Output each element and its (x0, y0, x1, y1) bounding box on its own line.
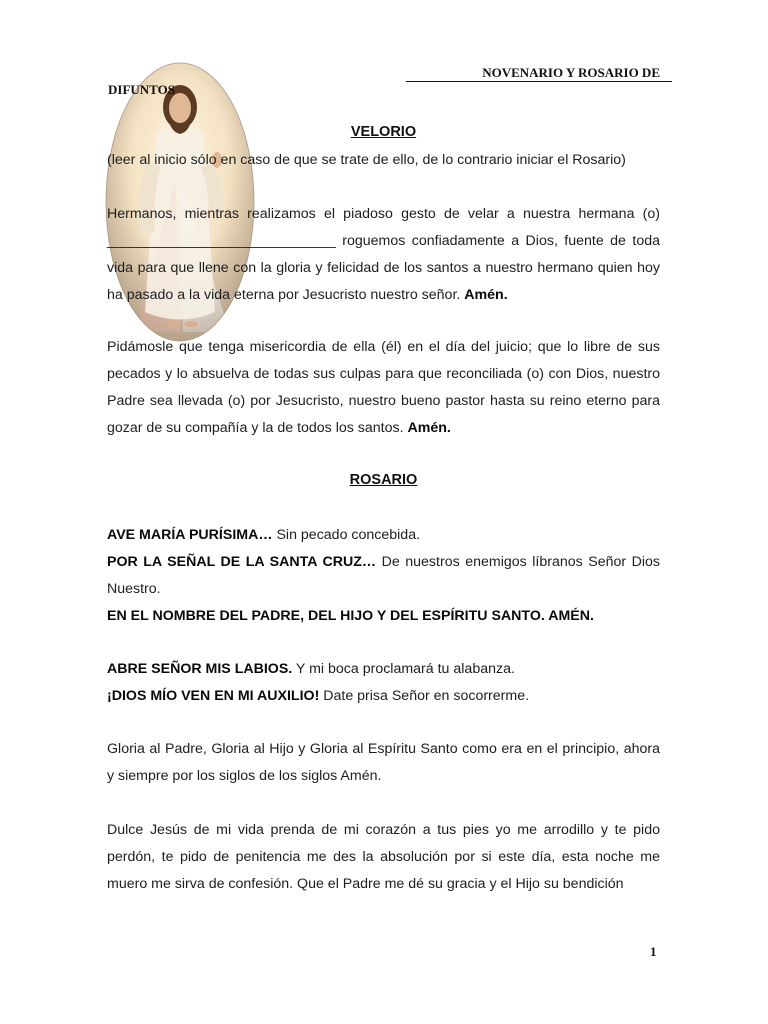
prayer-line-2-bold: POR LA SEÑAL DE LA SANTA CRUZ… (107, 554, 377, 570)
velorio-paragraph-1 (107, 201, 660, 309)
velorio-p1-text: Hermanos, mientras realizamos el piadoso gesto de velar a nuestra hermana (o) _____________________________ roguemos confiadamente a Dios, fuente de toda vida para que llene con la gloria y felicidad de los santos a nuestro hermano quien hoy ha pasado a la vida eterna por Jesucristo nuestro señor. (107, 206, 660, 303)
velorio-paragraph-2 (107, 334, 660, 442)
rosario-heading: ROSARIO (349, 472, 418, 488)
rosario-opening-prayers (107, 522, 660, 630)
dulce-jesus-paragraph (107, 817, 660, 898)
prayer-line-4-bold: ABRE SEÑOR MIS LABIOS. (107, 661, 293, 677)
velorio-heading: VELORIO (350, 124, 417, 140)
document-title-continued: DIFUNTOS (108, 82, 175, 97)
prayer-line-4 (107, 656, 660, 683)
gloria-paragraph (107, 736, 660, 790)
velorio-p2-text: Pidámosle que tenga misericordia de ella (él) en el día del juicio; que lo libre de sus pecados y lo absuelva de todas sus culpas para que reconciliada (o) con Dios, nuestro Padre sea llevada (o) por Jesucristo, nuestro bueno pastor hasta su reino eterno para gozar de su compañía y la de todos los santos. (107, 339, 660, 436)
velorio-p2-amen: Amén. (407, 420, 451, 436)
prayer-line-1-text: Sin pecado concebida. (272, 527, 421, 543)
prayer-line-1 (107, 522, 660, 549)
page-number: 1 (650, 944, 657, 959)
velorio-note (107, 147, 660, 174)
gloria-text: Gloria al Padre, Gloria al Hijo y Gloria al Espíritu Santo como era en el principio, ahora y siempre por los siglos de los siglos Amén. (107, 741, 660, 784)
velorio-note-text: (leer al inicio sólo en caso de que se trate de ello, de lo contrario iniciar el Rosario) (107, 152, 626, 168)
velorio-p1-amen: Amén. (464, 287, 508, 303)
dulce-jesus-text: Dulce Jesús de mi vida prenda de mi corazón a tus pies yo me arrodillo y te pido perdón, te pido de penitencia me des la absolución por si este día, esta noche me muero me sirva de confesión. Que el Padre me dé su gracia y el Hijo su bendición (107, 822, 660, 892)
prayer-line-4-text: Y mi boca proclamará tu alabanza. (292, 661, 515, 677)
prayer-line-5 (107, 683, 660, 710)
prayer-line-5-text: Date prisa Señor en socorrerme. (319, 688, 530, 704)
prayer-line-2 (107, 549, 660, 603)
rosario-invocation (107, 656, 660, 710)
prayer-line-5-bold: ¡DIOS MÍO VEN EN MI AUXILIO! (107, 688, 320, 704)
prayer-line-2-text: De nuestros enemigos líbranos Señor Dios Nuestro. (107, 554, 661, 597)
prayer-line-3-bold: EN EL NOMBRE DEL PADRE, DEL HIJO Y DEL ESPÍRITU SANTO. AMÉN. (107, 608, 594, 624)
document-title: NOVENARIO Y ROSARIO DE (406, 64, 672, 82)
prayer-line-3 (107, 603, 660, 630)
prayer-line-1-bold: AVE MARÍA PURÍSIMA… (107, 527, 273, 543)
